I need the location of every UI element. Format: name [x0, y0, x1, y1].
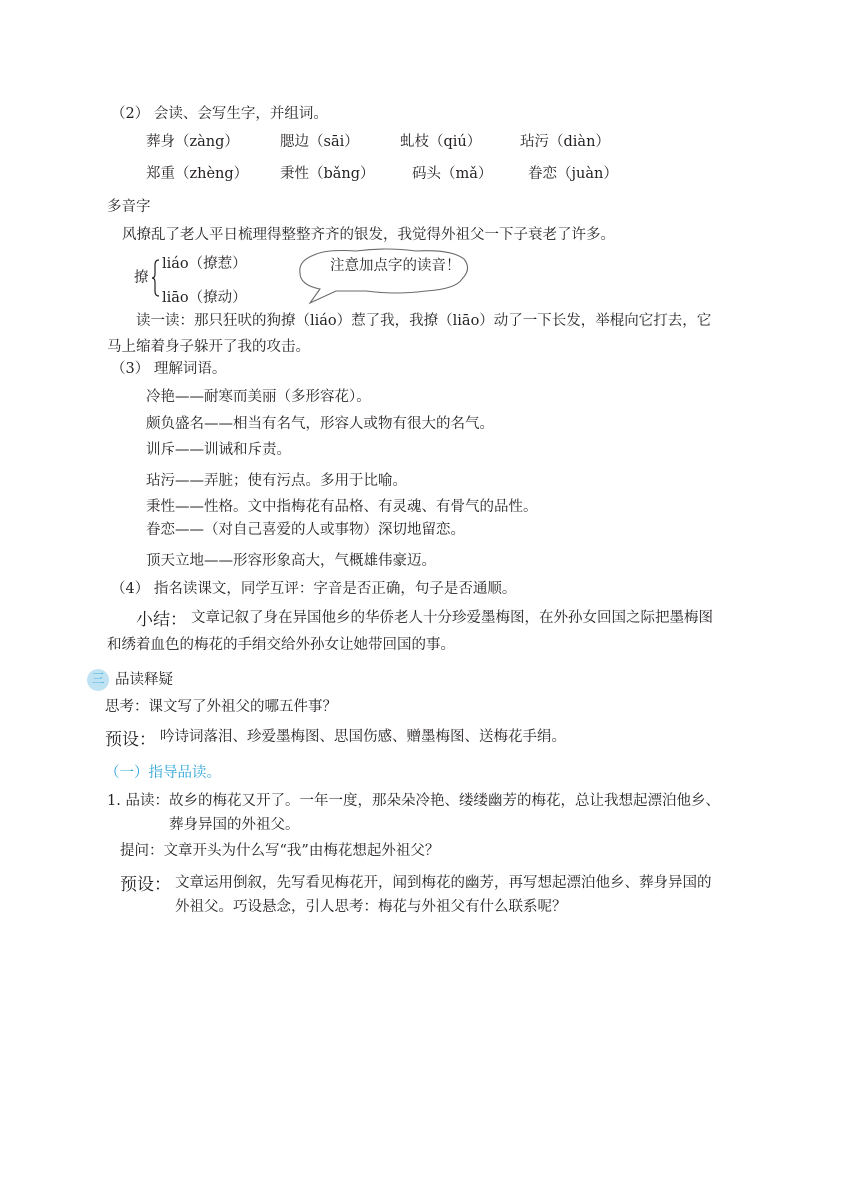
polyphone-char: 撩 — [134, 270, 149, 286]
answer-label: 预设： — [120, 875, 171, 895]
section-number-badge: 三 — [87, 669, 109, 691]
summary-line1: 文章记叙了身在异国他乡的华侨老人十分珍爱墨梅图，在外孙女回国之际把墨梅图 — [191, 610, 713, 626]
section-title: 品读释疑 — [115, 672, 173, 688]
preset-text: 吟诗词落泪、珍爱墨梅图、思国伤感、赠墨梅图、送梅花手绢。 — [160, 729, 566, 745]
think-question: 思考：课文写了外祖父的哪五件事？ — [105, 699, 337, 715]
practice-line2: 马上缩着身子躲开了我的攻击。 — [107, 339, 310, 355]
meaning-item: 冷艳——耐寒而美丽（多形容花）。 — [146, 389, 371, 405]
answer-line1: 文章运用倒叙，先写看见梅花开，闻到梅花的幽芳，再写想起漂泊他乡、葬身异国的 — [175, 875, 712, 891]
word-zangshen: 葬身（zàng） — [146, 134, 239, 150]
summary-line2: 和绣着血色的梅花的手绢交给外孙女让她带回国的事。 — [107, 637, 455, 653]
sub-heading: （一）指导品读。 — [105, 765, 221, 781]
word-bingxing: 秉性（bǎng） — [280, 166, 375, 182]
polyphone-reading1: liáo（撩惹） — [162, 256, 247, 272]
preset-label: 预设： — [105, 730, 156, 750]
meaning-item: 顶天立地——形容形象高大，气概雄伟豪迈。 — [146, 553, 436, 569]
practice-line1: 读一读：那只狂吠的狗撩（liáo）惹了我，我撩（liāo）动了一下长发，举棍向它打去，它 — [136, 313, 712, 329]
word-juanlian: 眷恋（juàn） — [528, 166, 618, 182]
meaning-item: 颇负盛名——相当有名气，形容人或物有很大的名气。 — [146, 416, 494, 432]
meaning-item: 秉性——性格。文中指梅花有品格、有灵魂、有骨气的品性。 — [146, 499, 538, 515]
polyphone-heading: 多音字 — [107, 199, 151, 215]
meaning-item: 训斥——训诫和斥责。 — [146, 442, 291, 458]
polyphone-sentence: 风撩乱了老人平日梳理得整整齐齐的银发，我觉得外祖父一下子衰老了许多。 — [122, 227, 615, 243]
polyphone-reading2: liāo（撩动） — [162, 290, 247, 306]
item2-heading: （2） 会读、会写生字，并组词。 — [111, 106, 328, 122]
summary-label: 小结： — [136, 610, 187, 630]
word-dianwu: 玷污（diàn） — [520, 134, 610, 150]
read-line2: 葬身异国的外祖父。 — [169, 817, 300, 833]
word-zhengzhong: 郑重（zhèng） — [146, 166, 249, 182]
item4-text: （4） 指名读课文，同学互评：字音是否正确，句子是否通顺。 — [111, 581, 517, 597]
word-matou: 码头（mǎ） — [412, 166, 493, 182]
meaning-item: 眷恋——（对自己喜爱的人或事物）深切地留恋。 — [146, 522, 465, 538]
item3-heading: （3） 理解词语。 — [111, 361, 227, 377]
meaning-item: 玷污——弄脏；使有污点。多用于比喻。 — [146, 473, 407, 489]
word-saibian: 腮边（sāi） — [280, 134, 359, 150]
read-line1: 1. 品读：故乡的梅花又开了。一年一度，那朵朵冷艳、缕缕幽芳的梅花，总让我想起漂泊他乡、 — [107, 793, 720, 809]
question-text: 提问：文章开头为什么写“我”由梅花想起外祖父？ — [120, 843, 440, 859]
word-qiuzhi: 虬枝（qiú） — [400, 134, 482, 150]
bubble-text: 注意加点字的读音！ — [330, 258, 461, 274]
brace-icon — [152, 259, 160, 297]
answer-line2: 外祖父。巧设悬念，引人思考：梅花与外祖父有什么联系呢？ — [175, 899, 567, 915]
